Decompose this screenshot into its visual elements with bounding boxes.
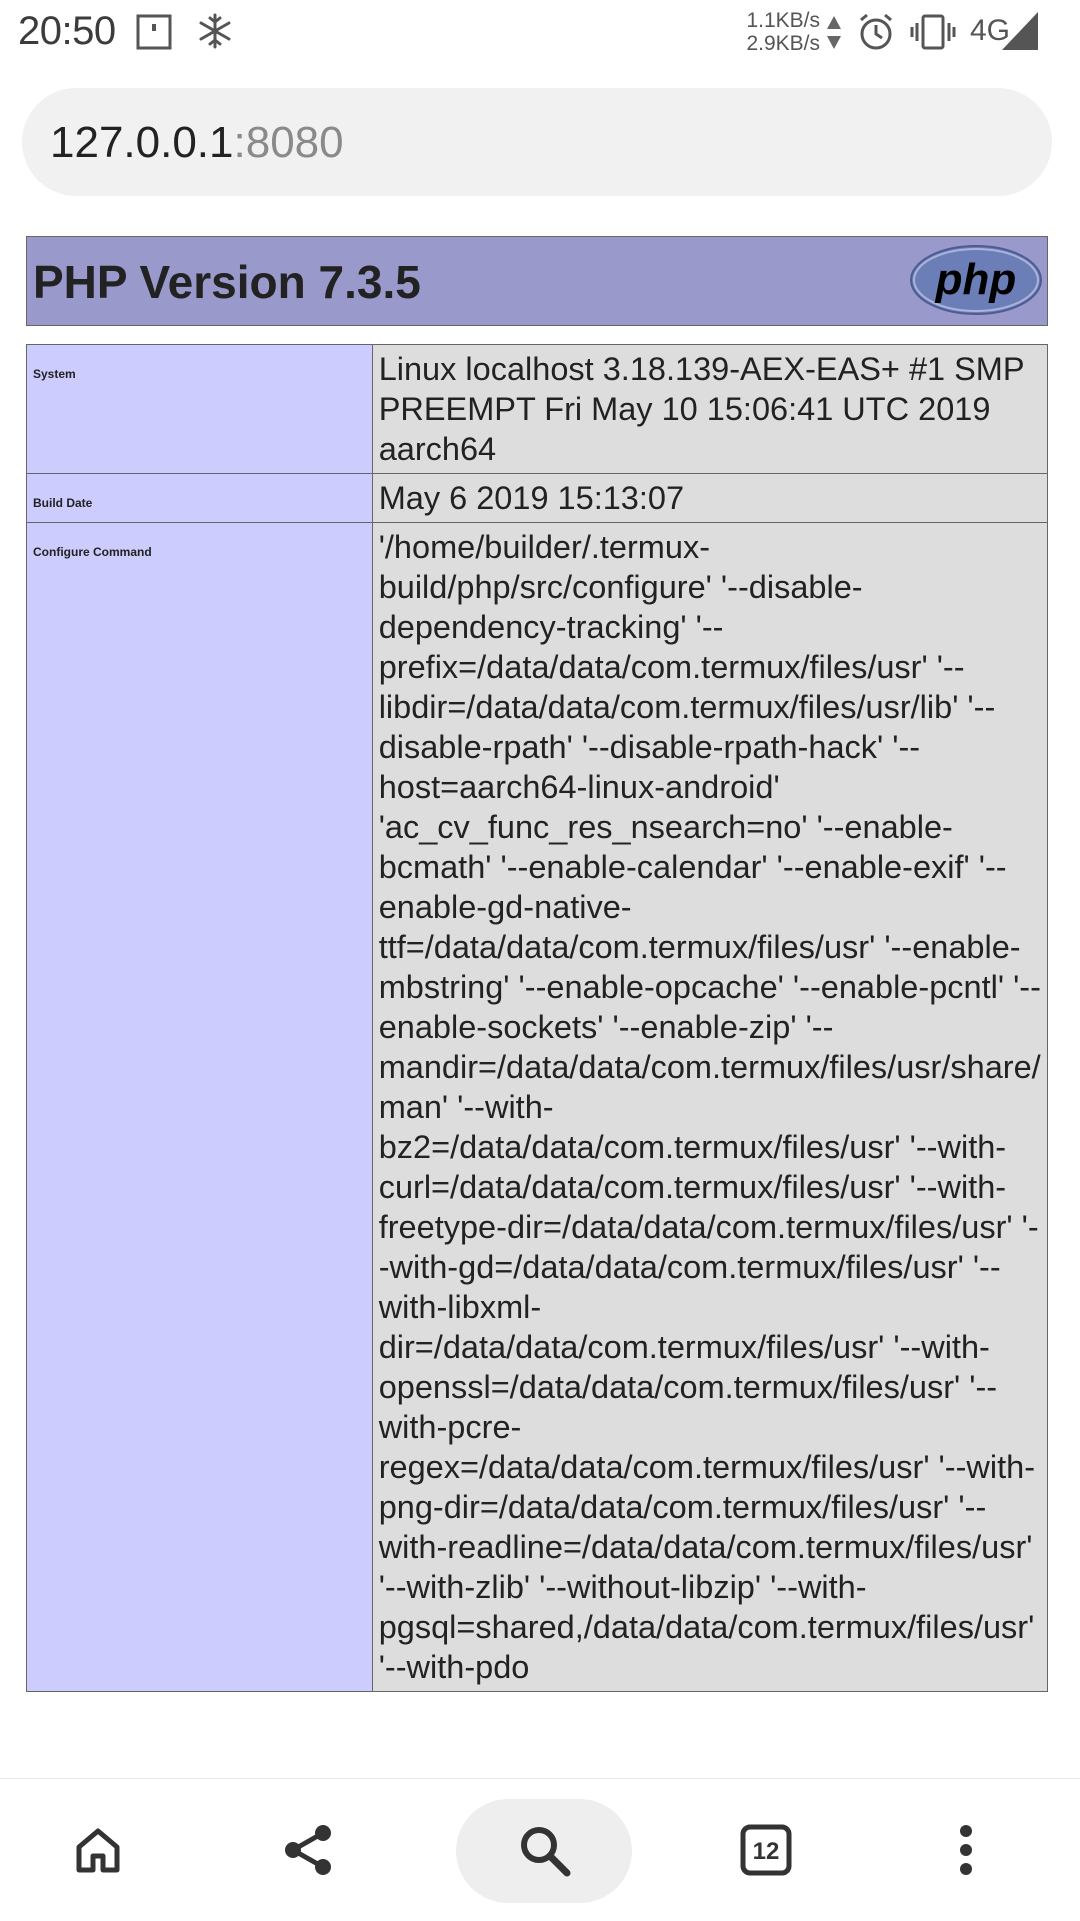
page-title: PHP Version 7.3.5 bbox=[33, 256, 421, 308]
row-key: Configure Command bbox=[27, 523, 373, 1692]
tab-count: 12 bbox=[752, 1838, 780, 1865]
tabs-icon bbox=[739, 1823, 793, 1877]
home-button[interactable] bbox=[50, 1779, 146, 1921]
share-button[interactable] bbox=[260, 1779, 356, 1921]
url-bar[interactable] bbox=[22, 88, 1052, 196]
page-content bbox=[26, 236, 1050, 1778]
snowflake-icon bbox=[196, 12, 234, 50]
share-icon bbox=[281, 1823, 335, 1877]
search-icon bbox=[517, 1823, 571, 1877]
row-key: System bbox=[27, 345, 373, 474]
phpinfo-header bbox=[26, 236, 1048, 326]
upload-speed: 1.1KB/s bbox=[746, 9, 820, 32]
row-key: Build Date bbox=[27, 474, 373, 523]
bottom-nav bbox=[0, 1778, 1080, 1921]
url-text[interactable] bbox=[50, 118, 344, 168]
table-row bbox=[27, 345, 1048, 474]
url-host: 127.0.0.1 bbox=[50, 118, 234, 167]
search-button[interactable] bbox=[496, 1779, 592, 1921]
network-type: 4G bbox=[970, 14, 1011, 47]
vibrate-icon bbox=[910, 14, 956, 50]
row-value: '/home/builder/.termux-build/php/src/configure' '--disable-dependency-tracking' '--prefix=/data/data/com.termux/files/usr' '--libdir=/data/data/com.termux/files/usr/lib' '--disable-rpath' '--disable-rpath-hack' '--host=aarch64-linux-android' 'ac_cv_func_res_nsearch=no' '--enable-bcmath' '--enable-calendar' '--enable-exif' '--enable-gd-native-ttf=/data/data/com.termux/files/usr' '--enable-mbstring' '--enable-opcache' '--enable-pcntl' '--enable-sockets' '--enable-zip' '--mandir=/data/data/com.termux/files/usr/share/man' '--with-bz2=/data/data/com.termux/files/usr' '--with-curl=/data/data/com.termux/files/usr' '--with-freetype-dir=/data/data/com.termux/files/usr' '--with-gd=/data/data/com.termux/files/usr' '--with-libxml-dir=/data/data/com.termux/files/usr' '--with-openssl=/data/data/com.termux/files/usr' '--with-pcre-regex=/data/data/com.termux/files/usr' '--with-png-dir=/data/data/com.termux/files/usr' '--with-readline=/data/data/com.termux/files/usr' '--with-zlib' '--without-libzip' '--with-pgsql=shared,/data/data/com.termux/files/usr' '--with-pdo bbox=[372, 523, 1047, 1692]
download-speed: 2.9KB/s bbox=[746, 32, 820, 55]
home-icon bbox=[73, 1825, 123, 1875]
notification-square-icon bbox=[136, 14, 172, 50]
row-value: May 6 2019 15:13:07 bbox=[372, 474, 1047, 523]
status-bar bbox=[0, 0, 1080, 66]
more-menu-button[interactable] bbox=[918, 1779, 1014, 1921]
status-time: 20:50 bbox=[18, 9, 116, 53]
more-vert-icon bbox=[956, 1824, 976, 1876]
info-table bbox=[26, 344, 1048, 1692]
up-down-arrows-icon bbox=[826, 14, 842, 52]
url-port: :8080 bbox=[233, 118, 344, 167]
php-logo-text: php bbox=[935, 255, 1017, 304]
network-speed bbox=[740, 9, 820, 55]
alarm-icon bbox=[856, 12, 896, 52]
table-row bbox=[27, 474, 1048, 523]
php-logo[interactable] bbox=[909, 244, 1043, 316]
tabs-button[interactable] bbox=[718, 1779, 814, 1921]
row-value: Linux localhost 3.18.139-AEX-EAS+ #1 SMP PREEMPT Fri May 10 15:06:41 UTC 2019 aarch64 bbox=[372, 345, 1047, 474]
table-row bbox=[27, 523, 1048, 1692]
signal-icon bbox=[1002, 12, 1038, 50]
